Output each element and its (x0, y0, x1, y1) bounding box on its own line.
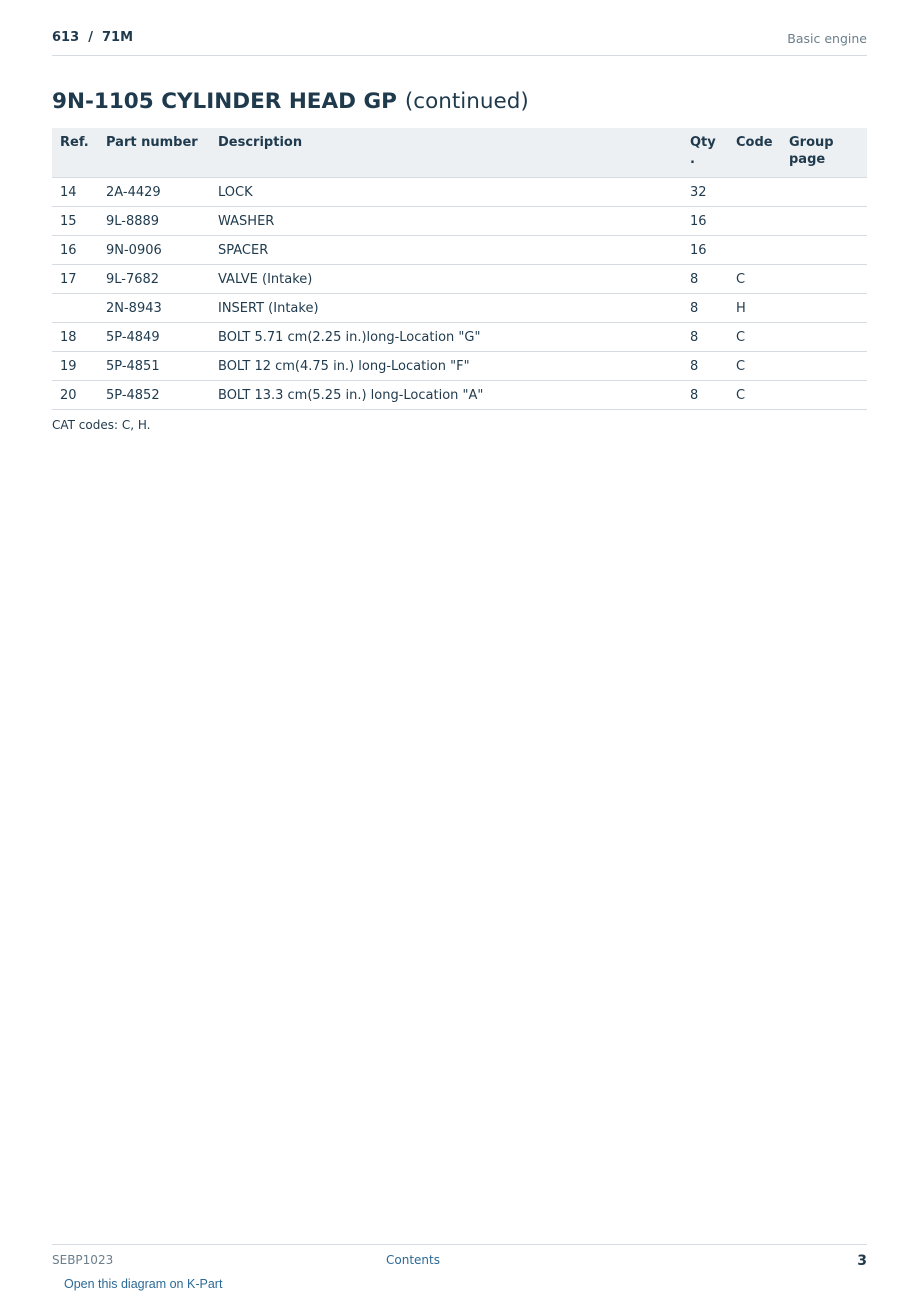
table-row (52, 352, 867, 381)
cell-part-number: 9L-8889 (98, 207, 210, 236)
cell-code: C (728, 323, 781, 352)
cell-qty: 8 (682, 294, 728, 323)
cell-group-page (781, 236, 867, 265)
cell-part-number: 2N-8943 (98, 294, 210, 323)
cell-code: H (728, 294, 781, 323)
column-header-group-page: Group page (781, 128, 867, 178)
cell-qty: 32 (682, 178, 728, 207)
cell-description: VALVE (Intake) (210, 265, 682, 294)
table-header-row (52, 128, 867, 178)
section-name: Basic engine (787, 31, 867, 46)
column-header-code: Code (728, 128, 781, 178)
page-number: 3 (857, 1253, 867, 1269)
cell-code: C (728, 352, 781, 381)
cell-qty: 8 (682, 381, 728, 410)
cell-ref: 17 (52, 265, 98, 294)
cell-code (728, 207, 781, 236)
column-header-description: Description (210, 128, 682, 178)
contents-link[interactable]: Contents (386, 1253, 440, 1267)
cat-codes-note: CAT codes: C, H. (52, 418, 151, 432)
cell-description: BOLT 12 cm(4.75 in.) long-Location "F" (210, 352, 682, 381)
cell-part-number: 5P-4849 (98, 323, 210, 352)
cell-code: C (728, 381, 781, 410)
cell-group-page (781, 352, 867, 381)
cell-part-number: 5P-4852 (98, 381, 210, 410)
title-main: 9N-1105 CYLINDER HEAD GP (52, 89, 397, 114)
cell-description: WASHER (210, 207, 682, 236)
parts-table-body (52, 178, 867, 410)
page-header (52, 28, 867, 56)
table-row (52, 236, 867, 265)
table-row (52, 178, 867, 207)
cell-description: LOCK (210, 178, 682, 207)
table-row (52, 381, 867, 410)
column-header-part-number: Part number (98, 128, 210, 178)
table-row (52, 294, 867, 323)
document-id: SEBP1023 (52, 1253, 114, 1267)
table-row (52, 265, 867, 294)
cell-group-page (781, 178, 867, 207)
document-page (52, 0, 867, 1300)
cell-group-page (781, 294, 867, 323)
cell-part-number: 2A-4429 (98, 178, 210, 207)
cell-part-number: 5P-4851 (98, 352, 210, 381)
title-suffix: (continued) (404, 89, 529, 114)
column-header-ref: Ref. (52, 128, 98, 178)
cell-code (728, 178, 781, 207)
cell-group-page (781, 381, 867, 410)
cell-ref: 20 (52, 381, 98, 410)
cell-code: C (728, 265, 781, 294)
cell-group-page (781, 323, 867, 352)
column-header-qty: Qty . (682, 128, 728, 178)
cell-ref: 14 (52, 178, 98, 207)
cell-ref: 19 (52, 352, 98, 381)
table-row (52, 323, 867, 352)
cell-description: SPACER (210, 236, 682, 265)
cell-qty: 8 (682, 352, 728, 381)
cell-group-page (781, 207, 867, 236)
parts-table (52, 128, 867, 410)
cell-qty: 8 (682, 323, 728, 352)
open-k-part-link[interactable]: Open this diagram on K-Part (64, 1277, 223, 1291)
cell-description: BOLT 5.71 cm(2.25 in.)long-Location "G" (210, 323, 682, 352)
table-row (52, 207, 867, 236)
cell-description: BOLT 13.3 cm(5.25 in.) long-Location "A" (210, 381, 682, 410)
cell-ref: 15 (52, 207, 98, 236)
cell-description: INSERT (Intake) (210, 294, 682, 323)
page-footer (52, 1244, 867, 1291)
cell-ref: 18 (52, 323, 98, 352)
cell-qty: 16 (682, 236, 728, 265)
page-title (52, 89, 529, 114)
model-identifier: 613 / 71M (52, 30, 134, 45)
cell-qty: 8 (682, 265, 728, 294)
cell-ref (52, 294, 98, 323)
cell-code (728, 236, 781, 265)
cell-ref: 16 (52, 236, 98, 265)
cell-part-number: 9L-7682 (98, 265, 210, 294)
cell-qty: 16 (682, 207, 728, 236)
cell-group-page (781, 265, 867, 294)
cell-part-number: 9N-0906 (98, 236, 210, 265)
